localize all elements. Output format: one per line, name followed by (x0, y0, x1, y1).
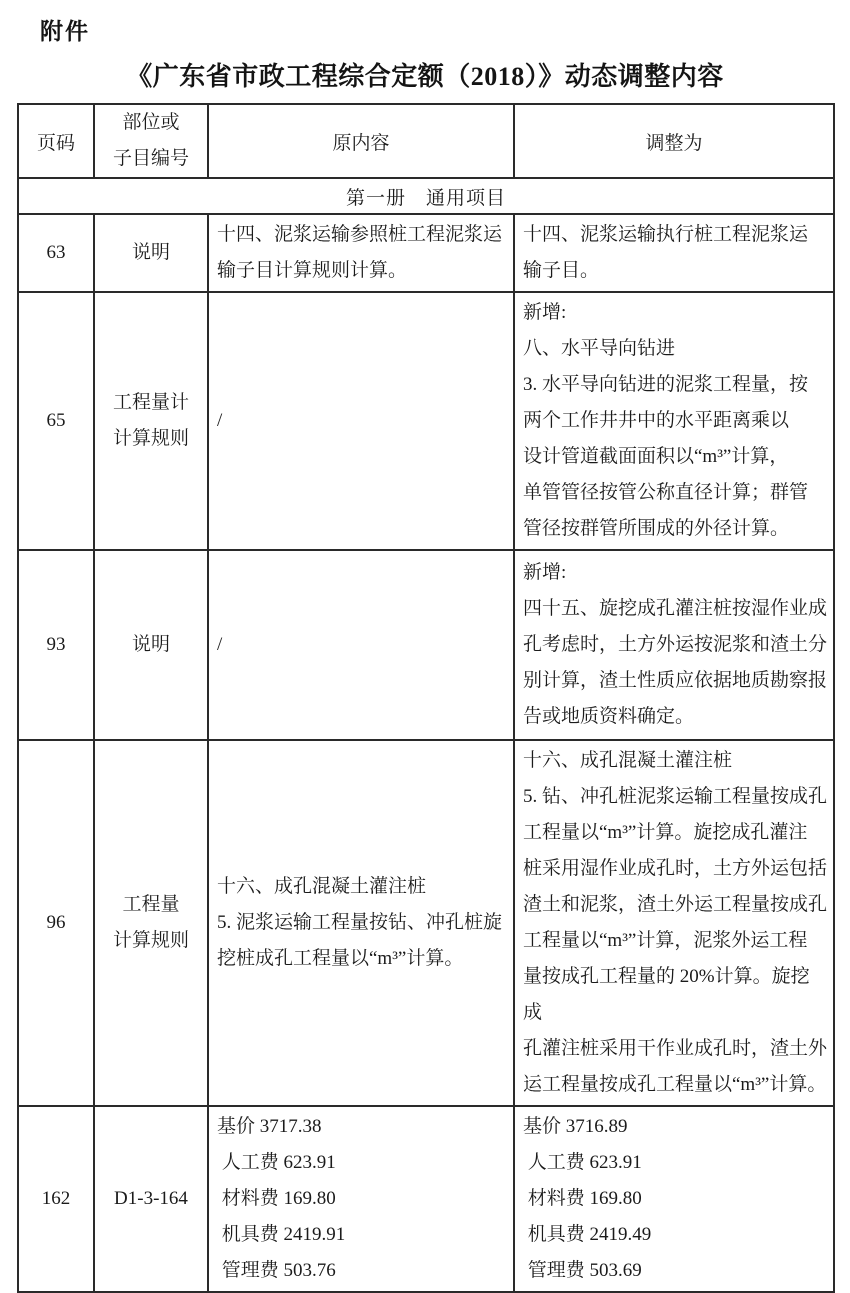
cell-part: 说明 (94, 550, 208, 740)
cell-adjusted: 基价 3716.89 人工费 623.91 材料费 169.80 机具费 2419.49 管理费 503.69 (514, 1106, 834, 1292)
table-row (18, 550, 834, 740)
table-row (18, 292, 834, 550)
col-header-part: 部位或 子目编号 (94, 104, 208, 178)
attachment-label: 附件 (40, 19, 90, 44)
cell-original: 十四、泥浆运输参照桩工程泥浆运 输子目计算规则计算。 (208, 214, 514, 292)
table-row (18, 214, 834, 292)
cell-original: 十六、成孔混凝土灌注桩 5. 泥浆运输工程量按钻、冲孔桩旋 挖桩成孔工程量以“m³”计算。 (208, 740, 514, 1106)
cell-page: 63 (18, 214, 94, 292)
cell-page: 162 (18, 1106, 94, 1292)
cell-page: 65 (18, 292, 94, 550)
cell-part: 工程量计 计算规则 (94, 292, 208, 550)
cell-part: 说明 (94, 214, 208, 292)
cell-original: 基价 3717.38 人工费 623.91 材料费 169.80 机具费 2419.91 管理费 503.76 (208, 1106, 514, 1292)
table-row (18, 740, 834, 1106)
table-row (18, 1106, 834, 1292)
cell-original: / (208, 550, 514, 740)
document-title: 《广东省市政工程综合定额（2018）》动态调整内容 (126, 62, 724, 91)
cell-original: / (208, 292, 514, 550)
cell-part: D1-3-164 (94, 1106, 208, 1292)
cell-adjusted: 十六、成孔混凝土灌注桩 5. 钻、冲孔桩泥浆运输工程量按成孔 工程量以“m³”计算。旋挖成孔灌注 桩采用湿作业成孔时，土方外运包括 渣土和泥浆，渣土外运工程量按成孔 工程量以“m³”计算，泥浆外运工程 量按成孔工程量的 20%计算。旋挖成 孔灌注桩采用干作业成孔时，渣土外 运工程量按成孔工程量以“m³”计算。 (514, 740, 834, 1106)
table-header-row (18, 104, 834, 178)
cell-adjusted: 新增: 八、水平导向钻进 3. 水平导向钻进的泥浆工程量，按 两个工作井井中的水平距离乘以 设计管道截面面积以“m³”计算， 单管管径按管公称直径计算；群管 管径按群管所围成的外径计算。 (514, 292, 834, 550)
section-row (18, 178, 834, 214)
col-header-adjusted: 调整为 (514, 104, 834, 178)
cell-part: 工程量 计算规则 (94, 740, 208, 1106)
col-header-page: 页码 (18, 104, 94, 178)
cell-page: 93 (18, 550, 94, 740)
section-title: 第一册 通用项目 (18, 178, 834, 214)
cell-adjusted: 新增: 四十五、旋挖成孔灌注桩按湿作业成 孔考虑时，土方外运按泥浆和渣土分 别计算，渣土性质应依据地质勘察报 告或地质资料确定。 (514, 550, 834, 740)
col-header-original: 原内容 (208, 104, 514, 178)
adjustment-table (17, 103, 835, 1293)
cell-page: 96 (18, 740, 94, 1106)
cell-adjusted: 十四、泥浆运输执行桩工程泥浆运 输子目。 (514, 214, 834, 292)
